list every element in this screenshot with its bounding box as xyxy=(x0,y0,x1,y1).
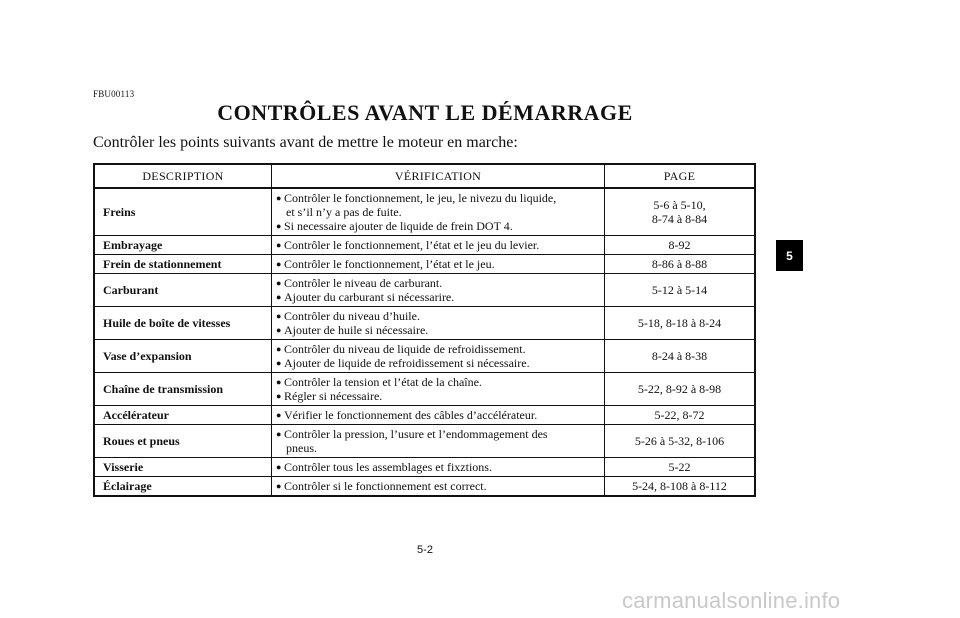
check-text: Contrôler la tension et l’état de la chaîne. xyxy=(284,375,482,389)
table-row xyxy=(94,236,755,255)
check-text: Si necessaire ajouter de liquide de frein DOT 4. xyxy=(284,219,513,233)
bullet-icon: ● xyxy=(276,358,282,368)
table-row xyxy=(94,340,755,373)
table-row xyxy=(94,373,755,406)
watermark: carmanualsonline.info xyxy=(622,588,841,613)
check-text: Contrôler si le fonctionnement est correct. xyxy=(284,479,487,493)
row-verification xyxy=(272,274,605,307)
row-page xyxy=(605,307,756,340)
table-row xyxy=(94,458,755,477)
section-tab: 5 xyxy=(776,240,803,271)
row-verification xyxy=(272,406,605,425)
check-line xyxy=(276,356,600,370)
check-line xyxy=(276,375,600,389)
row-page xyxy=(605,236,756,255)
check-text: Ajouter du carburant si nécessarire. xyxy=(284,290,455,304)
header-description: DESCRIPTION xyxy=(94,164,272,188)
page-reference: 5-24, 8-108 à 8-112 xyxy=(632,479,727,493)
row-verification xyxy=(272,340,605,373)
check-line xyxy=(276,290,600,304)
check-line xyxy=(276,408,600,422)
check-text: Contrôler le fonctionnement, l’état et le jeu. xyxy=(284,257,495,271)
table-header-row xyxy=(94,164,755,188)
page-reference: 5-26 à 5-32, 8-106 xyxy=(634,434,725,448)
row-page xyxy=(605,425,756,458)
check-line xyxy=(276,389,600,403)
check-text: et s’il n’y a pas de fuite. xyxy=(286,205,402,219)
bullet-icon: ● xyxy=(276,391,282,401)
row-verification xyxy=(272,425,605,458)
check-line xyxy=(276,219,600,233)
page-reference: 8-86 à 8-88 xyxy=(651,257,708,271)
check-line xyxy=(276,191,600,205)
row-verification xyxy=(272,458,605,477)
check-line xyxy=(276,427,600,441)
check-line xyxy=(276,257,600,271)
bullet-icon: ● xyxy=(276,311,282,321)
check-text: Ajouter de liquide de refroidissement si nécessaire. xyxy=(284,356,530,370)
bullet-icon: ● xyxy=(276,344,282,354)
page-reference: 8-24 à 8-38 xyxy=(651,349,708,363)
row-page xyxy=(605,340,756,373)
row-verification xyxy=(272,373,605,406)
check-text: Ajouter de huile si nécessaire. xyxy=(284,323,429,337)
row-description: Huile de boîte de vitesses xyxy=(94,307,272,340)
check-line xyxy=(276,205,600,219)
bullet-icon: ● xyxy=(276,325,282,335)
check-line xyxy=(276,479,600,493)
row-description: Accélérateur xyxy=(94,406,272,425)
row-description: Chaîne de transmission xyxy=(94,373,272,406)
page-reference: 5-22 xyxy=(668,460,691,474)
row-page xyxy=(605,406,756,425)
table-row xyxy=(94,307,755,340)
page-reference: 5-12 à 5-14 xyxy=(651,283,708,297)
row-page xyxy=(605,373,756,406)
check-text: Contrôler le fonctionnement, l’état et le jeu du levier. xyxy=(284,238,540,252)
row-page xyxy=(605,274,756,307)
table-row xyxy=(94,425,755,458)
bullet-icon: ● xyxy=(276,292,282,302)
table-row xyxy=(94,477,755,497)
check-text: Contrôler du niveau d’huile. xyxy=(284,309,420,323)
page-reference: 5-6 à 5-10, xyxy=(653,198,706,212)
row-verification xyxy=(272,188,605,236)
row-description: Visserie xyxy=(94,458,272,477)
table-row xyxy=(94,188,755,236)
row-page xyxy=(605,477,756,497)
check-text: Régler si nécessaire. xyxy=(284,389,383,403)
bullet-icon: ● xyxy=(276,278,282,288)
check-text: Contrôler le niveau de carburant. xyxy=(284,276,443,290)
check-text: Contrôler le fonctionnement, le jeu, le nivezu du liquide, xyxy=(284,191,557,205)
row-description: Éclairage xyxy=(94,477,272,497)
bullet-icon: ● xyxy=(276,259,282,269)
table-row xyxy=(94,274,755,307)
bullet-icon: ● xyxy=(276,221,282,231)
bullet-icon: ● xyxy=(276,462,282,472)
check-line xyxy=(276,276,600,290)
bullet-icon: ● xyxy=(276,240,282,250)
row-verification xyxy=(272,477,605,497)
row-description: Freins xyxy=(94,188,272,236)
page-reference: 5-18, 8-18 à 8-24 xyxy=(637,316,722,330)
check-text: pneus. xyxy=(286,441,317,455)
bullet-icon: ● xyxy=(276,193,282,203)
row-description: Frein de stationnement xyxy=(94,255,272,274)
check-text: Contrôler tous les assemblages et fixztions. xyxy=(284,460,492,474)
check-line xyxy=(276,323,600,337)
row-description: Embrayage xyxy=(94,236,272,255)
check-line xyxy=(276,441,600,455)
bullet-icon: ● xyxy=(276,377,282,387)
row-verification xyxy=(272,307,605,340)
page-reference: 5-22, 8-92 à 8-98 xyxy=(637,382,722,396)
check-text: Contrôler du niveau de liquide de refroidissement. xyxy=(284,342,526,356)
check-line xyxy=(276,460,600,474)
bullet-icon: ● xyxy=(276,429,282,439)
page-title: CONTRÔLES AVANT LE DÉMARRAGE xyxy=(217,100,633,125)
row-description: Roues et pneus xyxy=(94,425,272,458)
check-line xyxy=(276,238,600,252)
row-page xyxy=(605,188,756,236)
page-reference: 8-74 à 8-84 xyxy=(651,212,708,226)
check-text: Contrôler la pression, l’usure et l’endommagement des xyxy=(284,427,548,441)
header-page: PAGE xyxy=(605,164,756,188)
pre-start-checks-table xyxy=(93,163,756,497)
page-number: 5-2 xyxy=(417,544,433,556)
page-reference: 8-92 xyxy=(668,238,691,252)
check-text: Vérifier le fonctionnement des câbles d’accélérateur. xyxy=(284,408,538,422)
table-row xyxy=(94,406,755,425)
row-page xyxy=(605,255,756,274)
check-line xyxy=(276,309,600,323)
row-verification xyxy=(272,236,605,255)
header-verification: VÉRIFICATION xyxy=(272,164,605,188)
intro-text: Contrôler les points suivants avant de mettre le moteur en marche: xyxy=(93,134,518,151)
page-reference: 5-22, 8-72 xyxy=(654,408,705,422)
table-row xyxy=(94,255,755,274)
row-verification xyxy=(272,255,605,274)
document-code: FBU00113 xyxy=(93,89,135,99)
check-line xyxy=(276,342,600,356)
bullet-icon: ● xyxy=(276,410,282,420)
row-description: Vase d’expansion xyxy=(94,340,272,373)
row-page xyxy=(605,458,756,477)
bullet-icon: ● xyxy=(276,481,282,491)
row-description: Carburant xyxy=(94,274,272,307)
